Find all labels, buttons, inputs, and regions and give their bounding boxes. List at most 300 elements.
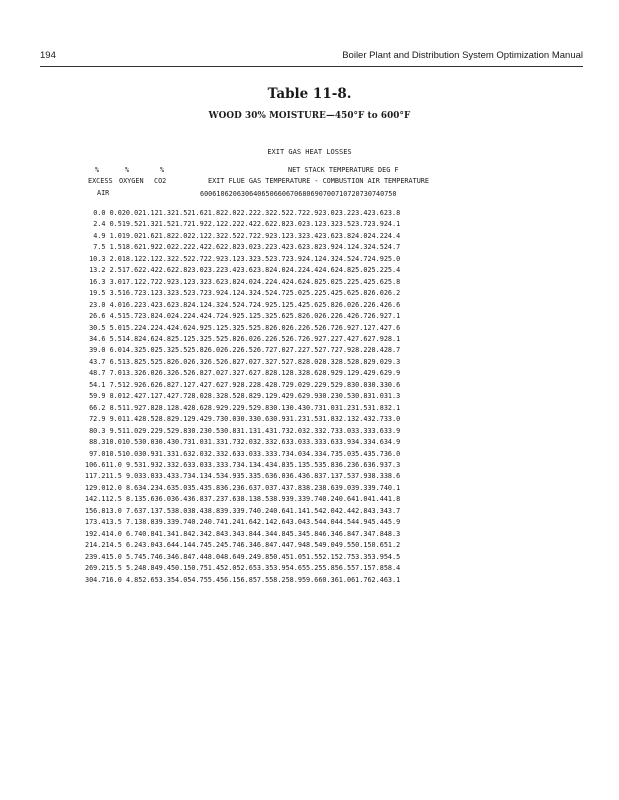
- oxygen-cell: 1.5: [109, 243, 122, 252]
- heat-loss-cell: 45.7: [138, 552, 155, 561]
- excess-air-cell: 239.4: [85, 552, 106, 561]
- heat-loss-cell: 55.8: [318, 564, 335, 573]
- table-row: [85, 517, 400, 528]
- oxygen-cell: 7.0: [109, 369, 122, 378]
- co2-cell: 18.6: [121, 243, 139, 252]
- oxygen-cell: 4.0: [109, 300, 122, 309]
- heat-loss-cell: 22.7: [285, 209, 302, 217]
- heat-loss-cell: 30.4: [154, 438, 171, 447]
- heat-loss-cell: 22.7: [138, 277, 155, 286]
- heat-loss-cell: 27.5: [301, 346, 319, 355]
- heat-loss-cell: 26.2: [285, 323, 302, 332]
- header-air: AIR: [97, 189, 110, 197]
- heat-loss-cell: 56.5: [334, 564, 352, 573]
- heat-loss-cell: 46.3: [154, 552, 171, 561]
- heat-loss-cell: 28.6: [187, 403, 204, 412]
- heat-loss-cell: 29.5: [236, 403, 253, 412]
- heat-loss-cell: 48.5: [301, 541, 319, 550]
- heat-loss-cell: 52.6: [236, 564, 253, 573]
- heat-loss-cell: 25.2: [301, 289, 319, 298]
- heat-loss-cell: 22.7: [236, 231, 253, 240]
- heat-loss-cell: 37.9: [351, 472, 368, 481]
- heat-loss-cell: 23.8: [138, 312, 155, 321]
- co2-cell: 9.5: [125, 460, 139, 469]
- temperature-header: 710: [335, 190, 348, 198]
- heat-loss-cell: 43.8: [236, 529, 253, 538]
- heat-loss-cell: 26.7: [351, 312, 368, 321]
- heat-loss-cell: 48.0: [203, 552, 221, 561]
- temperature-header: 740: [371, 190, 385, 198]
- heat-loss-cell: 38.1: [236, 495, 253, 504]
- heat-loss-cell: 35.4: [351, 449, 368, 458]
- heat-loss-cell: 28.4: [252, 380, 270, 389]
- heat-loss-cell: 47.8: [367, 529, 384, 538]
- heat-loss-cell: 42.4: [334, 506, 352, 515]
- heat-loss-cell: 27.2: [285, 346, 302, 355]
- heat-loss-cell: 23.6: [203, 277, 221, 286]
- heat-loss-cell: 24.9: [367, 254, 384, 263]
- heat-loss-cell: 37.2: [203, 495, 221, 504]
- heat-loss-cell: 35.8: [203, 483, 221, 492]
- heat-loss-cell: 35.4: [187, 483, 204, 492]
- heat-loss-cell: 26.8: [154, 380, 171, 389]
- heat-loss-cell: 30.0: [351, 380, 368, 389]
- heat-loss-cell: 22.5: [170, 254, 188, 263]
- heat-loss-cell: 25.8: [285, 312, 302, 321]
- heat-loss-cell: 28.2: [351, 346, 368, 355]
- oxygen-cell: 9.0: [109, 415, 122, 424]
- heat-loss-cell: 49.0: [318, 541, 335, 550]
- heat-loss-cell: 32.3: [154, 460, 171, 469]
- excess-air-cell: 34.6: [89, 334, 106, 343]
- heat-loss-cell: 25.8: [383, 277, 401, 286]
- excess-air-cell: 39.0: [89, 346, 106, 355]
- heat-loss-cell: 22.3: [203, 231, 221, 240]
- heat-loss-cell: 24.7: [383, 243, 401, 252]
- heat-loss-cell: 25.2: [367, 266, 384, 275]
- heat-loss-cell: 33.0: [285, 438, 302, 447]
- heat-loss-cell: 26.0: [203, 346, 221, 355]
- temperature-header: 650: [261, 190, 274, 198]
- heat-loss-cell: 53.9: [269, 564, 286, 573]
- heat-loss-cell: 23.3: [318, 220, 335, 229]
- oxygen-cell: 5.0: [109, 323, 122, 332]
- table-row: [85, 494, 400, 505]
- heat-loss-cell: 23.3: [154, 289, 171, 298]
- oxygen-cell: 16.0: [105, 575, 122, 584]
- heat-loss-cell: 29.3: [383, 357, 401, 366]
- header-percent-oxygen: %: [125, 166, 130, 174]
- oxygen-cell: 5.5: [109, 334, 122, 343]
- excess-air-cell: 2.4: [93, 220, 106, 229]
- heat-loss-cell: 38.6: [318, 483, 335, 492]
- heat-loss-cell: 22.1: [203, 220, 221, 229]
- heat-loss-cell: 34.3: [351, 438, 368, 447]
- heat-loss-cell: 25.3: [252, 312, 270, 321]
- table-row: [85, 277, 400, 288]
- heat-loss-cell: 33.9: [334, 438, 352, 447]
- header-rule: [40, 66, 583, 67]
- heat-loss-cell: 34.4: [252, 460, 270, 469]
- heat-loss-cell: 25.1: [236, 312, 253, 321]
- heat-loss-cell: 24.7: [236, 300, 253, 309]
- temperature-header: 600: [200, 190, 213, 198]
- heat-loss-cell: 24.6: [138, 334, 155, 343]
- co2-cell: 4.8: [125, 575, 139, 584]
- heat-loss-cell: 22.6: [154, 266, 171, 275]
- heat-loss-cell: 25.5: [236, 323, 253, 332]
- table-row: [85, 219, 400, 230]
- heat-loss-cell: 22.5: [220, 231, 237, 240]
- heat-loss-cell: 33.3: [252, 449, 270, 458]
- heat-loss-cell: 23.4: [351, 209, 368, 217]
- heat-loss-cell: 28.0: [187, 392, 204, 401]
- heat-loss-cell: 22.4: [187, 243, 204, 252]
- heat-loss-cell: 31.9: [138, 460, 155, 469]
- heat-loss-cell: 48.6: [220, 552, 237, 561]
- heat-loss-cell: 42.6: [269, 518, 286, 527]
- heat-loss-cell: 44.8: [269, 529, 286, 538]
- heat-loss-cell: 24.4: [154, 323, 171, 332]
- excess-air-cell: 30.5: [89, 323, 106, 332]
- table-row: [85, 575, 400, 586]
- heat-loss-cell: 27.3: [220, 369, 237, 378]
- heat-loss-cell: 25.0: [383, 254, 401, 263]
- heat-loss-cell: 25.8: [187, 346, 204, 355]
- heat-loss-cell: 49.5: [334, 541, 352, 550]
- heat-loss-cell: 43.7: [383, 506, 401, 515]
- heat-loss-cell: 32.7: [367, 415, 384, 424]
- heat-loss-cell: 28.6: [301, 369, 319, 378]
- excess-air-cell: 269.2: [85, 564, 106, 573]
- heat-loss-cell: 23.6: [367, 209, 384, 217]
- heat-loss-cell: 34.6: [154, 483, 171, 492]
- heat-loss-cell: 25.3: [154, 346, 171, 355]
- co2-cell: 17.1: [121, 277, 139, 286]
- heat-loss-cell: 29.0: [367, 357, 384, 366]
- table-row: [85, 529, 400, 540]
- heat-loss-cell: 25.6: [269, 312, 286, 321]
- heat-loss-cell: 49.4: [154, 564, 171, 573]
- heat-loss-cell: 25.4: [285, 300, 302, 309]
- heat-loss-cell: 50.1: [351, 541, 368, 550]
- heat-loss-cell: 22.1: [138, 254, 155, 263]
- heat-loss-cell: 57.1: [351, 564, 368, 573]
- heat-loss-cell: 45.3: [285, 529, 302, 538]
- heat-loss-cell: 23.1: [269, 231, 286, 240]
- heat-loss-cell: 24.5: [252, 289, 270, 298]
- heat-loss-cell: 50.1: [170, 564, 188, 573]
- co2-cell: 5.2: [125, 564, 139, 573]
- heat-loss-cell: 27.1: [383, 312, 401, 321]
- heat-loss-cell: 23.0: [187, 266, 204, 275]
- heat-loss-cell: 40.6: [269, 506, 286, 515]
- heat-loss-cell: 36.8: [187, 495, 204, 504]
- co2-cell: 13.8: [121, 357, 139, 366]
- header-oxygen: OXYGEN: [119, 177, 144, 185]
- heat-loss-cell: 29.8: [334, 380, 352, 389]
- heat-loss-cell: 23.2: [203, 266, 221, 275]
- heat-loss-cell: 28.5: [138, 415, 155, 424]
- heat-loss-cell: 30.1: [269, 403, 286, 412]
- heat-loss-cell: 52.1: [318, 552, 335, 561]
- temperature-header: 750: [384, 190, 397, 198]
- heat-loss-cell: 24.3: [203, 300, 221, 309]
- excess-air-cell: 13.2: [89, 266, 106, 275]
- heat-loss-cell: 47.4: [269, 541, 286, 550]
- excess-air-cell: 7.5: [93, 243, 106, 252]
- excess-air-cell: 192.4: [85, 529, 106, 538]
- heat-loss-cell: 41.2: [220, 518, 237, 527]
- heat-loss-cell: 23.6: [154, 300, 171, 309]
- heat-loss-cell: 51.0: [285, 552, 302, 561]
- heat-loss-cell: 45.7: [220, 541, 237, 550]
- heat-loss-cell: 26.5: [170, 369, 188, 378]
- heat-loss-cell: 37.1: [138, 506, 155, 515]
- excess-air-cell: 142.1: [85, 495, 106, 504]
- heat-loss-cell: 39.0: [334, 483, 352, 492]
- heat-loss-cell: 23.1: [301, 220, 319, 229]
- heat-loss-cell: 41.3: [154, 529, 171, 538]
- table-row: [85, 391, 400, 402]
- co2-cell: 19.5: [121, 220, 139, 229]
- table-row: [85, 414, 400, 425]
- heat-loss-cell: 42.8: [351, 506, 368, 515]
- heat-loss-cell: 54.7: [187, 575, 204, 584]
- heat-loss-cell: 24.3: [236, 289, 253, 298]
- heat-loss-cell: 22.8: [269, 220, 286, 229]
- heat-loss-cell: 24.6: [318, 266, 335, 275]
- heat-loss-cell: 24.1: [383, 220, 401, 229]
- heat-loss-cell: 44.0: [318, 518, 335, 527]
- heat-loss-cell: 30.9: [269, 415, 286, 424]
- oxygen-cell: 8.5: [109, 403, 122, 412]
- heat-loss-cell: 41.5: [301, 506, 319, 515]
- heat-loss-cell: 24.2: [170, 312, 188, 321]
- heat-loss-cell: 37.8: [285, 483, 302, 492]
- heat-loss-cell: 26.0: [334, 300, 352, 309]
- heat-loss-cell: 27.6: [236, 369, 253, 378]
- co2-cell: 10.0: [121, 449, 139, 458]
- temperature-header: 630: [236, 190, 250, 198]
- heat-loss-cell: 28.3: [318, 357, 335, 366]
- heat-loss-cell: 34.1: [236, 460, 253, 469]
- heat-loss-cell: 32.3: [301, 426, 319, 435]
- heat-loss-cell: 23.8: [334, 231, 352, 240]
- heat-loss-cell: 27.1: [170, 380, 188, 389]
- heat-loss-cell: 29.6: [367, 369, 384, 378]
- table-row: [85, 288, 400, 299]
- heat-loss-cell: 45.8: [301, 529, 319, 538]
- heat-loss-cell: 28.1: [383, 334, 401, 343]
- co2-cell: 14.8: [121, 334, 139, 343]
- heat-loss-cell: 21.7: [170, 220, 188, 229]
- heat-loss-cell: 43.3: [220, 529, 237, 538]
- heat-loss-cell: 34.6: [367, 438, 384, 447]
- co2-cell: 18.1: [121, 254, 139, 263]
- heat-loss-cell: 33.0: [138, 472, 155, 481]
- heat-loss-cell: 23.7: [187, 289, 204, 298]
- heat-loss-cell: 24.9: [252, 300, 270, 309]
- excess-air-cell: 43.7: [89, 357, 106, 366]
- header-percent-excess: %: [95, 166, 100, 174]
- heat-loss-cell: 31.6: [170, 449, 188, 458]
- heat-loss-cell: 32.4: [351, 415, 368, 424]
- heat-loss-cell: 24.0: [236, 277, 253, 286]
- heat-loss-cell: 46.8: [252, 541, 270, 550]
- heat-loss-cell: 22.4: [138, 266, 155, 275]
- heat-loss-cell: 33.0: [383, 415, 401, 424]
- excess-air-cell: 304.7: [85, 575, 106, 584]
- heat-loss-cell: 23.3: [187, 277, 204, 286]
- heat-loss-cell: 25.5: [138, 357, 155, 366]
- heat-loss-cell: 33.0: [187, 460, 204, 469]
- heat-loss-cell: 29.4: [187, 415, 204, 424]
- heat-loss-cell: 26.0: [301, 312, 319, 321]
- heat-loss-cell: 28.5: [220, 392, 237, 401]
- temperature-header: 640: [249, 190, 262, 198]
- heat-loss-cell: 33.0: [236, 449, 253, 458]
- heat-loss-cell: 36.8: [301, 472, 319, 481]
- heat-loss-cell: 24.1: [187, 300, 204, 309]
- heat-loss-cell: 24.6: [285, 277, 302, 286]
- heat-loss-cell: 24.8: [154, 334, 171, 343]
- heat-loss-cell: 47.3: [351, 529, 368, 538]
- heat-loss-cell: 23.2: [252, 243, 270, 252]
- heat-loss-cell: 36.9: [367, 460, 384, 469]
- table-row: [85, 506, 400, 517]
- heat-loss-cell: 41.6: [236, 518, 253, 527]
- heat-loss-cell: 24.9: [187, 323, 204, 332]
- heat-loss-cell: 26.0: [236, 334, 253, 343]
- heat-loss-cell: 58.9: [285, 575, 302, 584]
- heat-loss-cell: 28.7: [383, 346, 401, 355]
- heat-loss-cell: 51.2: [383, 541, 401, 550]
- heat-loss-cell: 29.2: [301, 380, 319, 389]
- heat-loss-cell: 25.5: [170, 346, 188, 355]
- heat-loss-cell: 45.4: [367, 518, 384, 527]
- heat-loss-cell: 46.8: [334, 529, 352, 538]
- heat-loss-cell: 30.2: [318, 392, 335, 401]
- heat-loss-cell: 24.7: [351, 254, 368, 263]
- co2-cell: 12.4: [121, 392, 139, 401]
- oxygen-cell: 11.0: [105, 460, 122, 469]
- heat-loss-cell: 37.1: [318, 472, 335, 481]
- temperature-header: 620: [224, 190, 237, 198]
- heat-loss-cell: 42.0: [318, 506, 335, 515]
- oxygen-cell: 7.5: [109, 380, 122, 389]
- heat-loss-cell: 21.5: [154, 220, 171, 229]
- heat-loss-cell: 61.7: [351, 575, 368, 584]
- heat-loss-cell: 26.8: [220, 357, 237, 366]
- table-row: [85, 231, 400, 242]
- heat-loss-cell: 26.2: [383, 289, 401, 298]
- heat-loss-cell: 33.4: [154, 472, 171, 481]
- heat-loss-cell: 22.7: [187, 254, 204, 263]
- heat-loss-cell: 28.8: [236, 392, 253, 401]
- header-co2: CO2: [154, 177, 167, 185]
- heat-loss-cell: 22.6: [252, 220, 270, 229]
- excess-air-cell: 23.0: [89, 300, 106, 309]
- heat-loss-cell: 33.6: [367, 426, 384, 435]
- heat-loss-cell: 24.2: [367, 231, 384, 240]
- heat-loss-cell: 34.2: [138, 483, 155, 492]
- heat-loss-cell: 25.0: [285, 289, 302, 298]
- heat-loss-cell: 32.0: [236, 438, 253, 447]
- heat-loss-cell: 44.5: [334, 518, 352, 527]
- heat-loss-cell: 23.3: [285, 231, 302, 240]
- heat-loss-cell: 23.9: [203, 289, 221, 298]
- heat-loss-cell: 22.0: [220, 209, 237, 217]
- oxygen-cell: 3.5: [109, 289, 122, 298]
- heat-loss-cell: 52.7: [334, 552, 352, 561]
- heat-loss-cell: 26.5: [203, 357, 221, 366]
- heat-loss-cell: 26.0: [367, 289, 384, 298]
- heat-loss-cell: 24.4: [383, 231, 401, 240]
- heat-loss-cell: 35.8: [318, 460, 335, 469]
- table-caption: EXIT GAS HEAT LOSSES: [267, 148, 352, 156]
- heat-loss-cell: 23.6: [236, 266, 253, 275]
- oxygen-cell: 15.0: [105, 552, 122, 561]
- excess-air-cell: 106.6: [85, 460, 106, 469]
- heat-loss-cell: 34.9: [383, 438, 401, 447]
- heat-loss-cell: 38.8: [203, 506, 221, 515]
- co2-cell: 14.3: [121, 346, 139, 355]
- heat-loss-cell: 21.1: [138, 209, 155, 217]
- heat-loss-cell: 36.4: [285, 472, 302, 481]
- heat-loss-cell: 28.3: [203, 392, 221, 401]
- heat-loss-cell: 29.6: [285, 392, 302, 401]
- co2-cell: 11.4: [121, 415, 139, 424]
- heat-loss-cell: 24.5: [220, 300, 237, 309]
- heat-loss-cell: 29.2: [138, 426, 155, 435]
- heat-loss-cell: 36.6: [236, 483, 253, 492]
- heat-loss-cell: 25.8: [154, 357, 171, 366]
- heat-loss-cell: 22.2: [236, 209, 253, 217]
- temperature-header: 690: [310, 190, 323, 198]
- table-row: [85, 208, 400, 219]
- heat-loss-cell: 53.3: [351, 552, 368, 561]
- heat-loss-cell: 36.2: [220, 483, 237, 492]
- heat-loss-cell: 26.0: [170, 357, 188, 366]
- heat-loss-cell: 57.5: [252, 575, 270, 584]
- heat-loss-cell: 26.9: [367, 312, 384, 321]
- heat-loss-cell: 36.6: [351, 460, 368, 469]
- heat-loss-cell: 30.7: [170, 438, 188, 447]
- heat-loss-cell: 31.0: [318, 403, 335, 412]
- heat-loss-cell: 26.2: [252, 334, 270, 343]
- heat-loss-cell: 23.8: [170, 300, 188, 309]
- heat-loss-cell: 50.6: [367, 541, 384, 550]
- running-title: Boiler Plant and Distribution System Optimization Manual: [342, 50, 583, 61]
- heat-loss-cell: 33.7: [170, 472, 188, 481]
- heat-loss-cell: 28.9: [203, 403, 221, 412]
- co2-cell: 15.7: [121, 312, 139, 321]
- heat-loss-cell: 28.8: [154, 415, 171, 424]
- heat-loss-cell: 31.2: [334, 403, 352, 412]
- temperature-header: 680: [298, 190, 311, 198]
- heat-loss-cell: 28.4: [170, 403, 188, 412]
- heat-loss-cell: 24.2: [252, 277, 270, 286]
- heat-loss-cell: 31.4: [252, 426, 270, 435]
- heat-loss-cell: 37.0: [252, 483, 270, 492]
- co2-cell: 7.1: [125, 518, 139, 527]
- heat-loss-cell: 24.6: [170, 323, 188, 332]
- heat-loss-cell: 25.4: [318, 289, 335, 298]
- heat-loss-cell: 21.8: [154, 231, 171, 240]
- heat-loss-cell: 35.3: [236, 472, 253, 481]
- heat-loss-cell: 35.6: [138, 495, 155, 504]
